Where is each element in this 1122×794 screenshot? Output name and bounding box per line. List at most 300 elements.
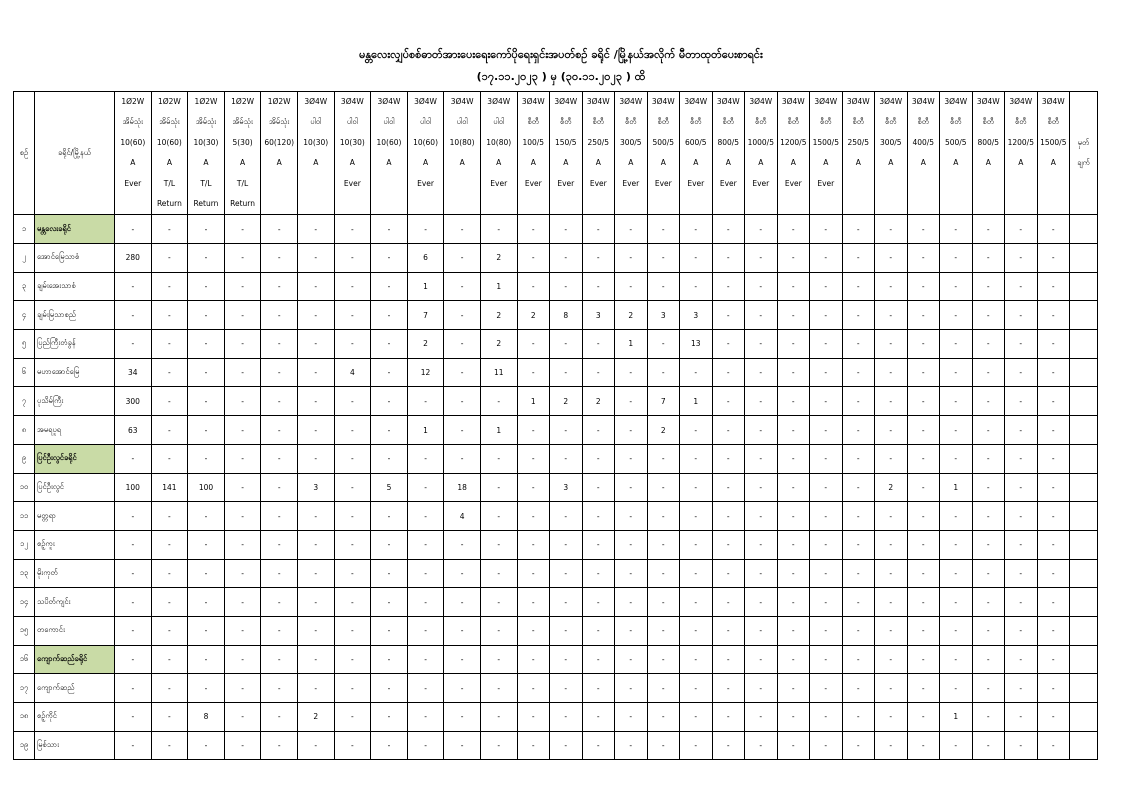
header-line: ပါဝါ [383,117,395,127]
header-line: A [276,158,282,168]
meter-count-cell: - [777,330,810,359]
meter-count-cell: - [480,616,517,645]
meter-count-cell: - [334,674,371,703]
meter-count-cell: - [224,301,261,330]
meter-count-cell: - [582,731,615,760]
header-line: အိမ်သုံး [195,117,217,127]
meter-count-cell: - [842,330,875,359]
header-line: 600/5 [684,137,707,147]
table-header-row [14,92,1098,215]
meter-count-cell: - [517,731,550,760]
meter-count-cell: - [151,444,188,473]
row-serial: ၄ [14,301,35,330]
meter-count-cell: - [972,559,1005,588]
meter-count-cell: - [810,272,843,301]
meter-count-cell: - [151,588,188,617]
meter-count-cell: - [680,272,713,301]
header-meter-type [615,92,648,215]
header-line: စီတီ [852,117,865,127]
header-line: 3Ø4W [487,97,511,106]
meter-count-cell: - [745,473,778,502]
meter-count-cell: - [810,301,843,330]
meter-count-cell: - [550,731,583,760]
meter-count-cell: 2 [517,301,550,330]
meter-count-cell: - [712,473,745,502]
remark-cell [1070,301,1098,330]
meter-count-cell: - [151,244,188,273]
header-line: စီတီ [755,117,767,127]
meter-count-cell: 4 [444,502,481,531]
meter-count-cell: - [480,387,517,416]
header-line: Return [193,198,219,208]
meter-count-cell: 2 [615,301,648,330]
meter-count-cell: - [444,272,481,301]
meter-count-cell: - [745,358,778,387]
meter-count-cell: - [777,215,810,244]
meter-count-cell: - [261,473,298,502]
meter-count-cell: - [550,530,583,559]
meter-count-cell: - [875,645,908,674]
meter-count-cell: - [1005,588,1038,617]
meter-count-cell: 1 [480,272,517,301]
meter-count-cell: - [907,358,940,387]
meter-count-cell: - [224,416,261,445]
header-line: A [660,158,666,168]
meter-count-cell: - [615,502,648,531]
meter-count-cell: - [115,731,152,760]
meter-count-cell: - [745,301,778,330]
header-line: 300/5 [619,137,642,147]
header-meter-type [188,92,225,215]
meter-count-cell: - [151,731,188,760]
meter-count-cell: - [842,444,875,473]
meter-count-cell: - [647,731,680,760]
header-line: A [790,158,796,168]
header-line: A [725,158,731,168]
header-line: A [166,158,172,168]
header-line: A [823,158,829,168]
header-line: A [888,158,894,168]
meter-count-cell: - [517,416,550,445]
meter-count-cell: - [875,444,908,473]
meter-count-cell: - [1037,272,1070,301]
header-line: စီတီ [592,117,605,127]
meter-count-cell: - [810,358,843,387]
meter-count-cell: 8 [188,703,225,732]
header-line: အိမ်သုံး [159,117,180,127]
meter-count-cell: - [615,616,648,645]
township-row [14,387,1098,416]
meter-count-cell: - [972,731,1005,760]
meter-count-cell: - [517,330,550,359]
meter-count-cell: - [444,674,481,703]
header-line [973,194,1005,214]
meter-count-cell: - [261,731,298,760]
meter-count-cell: - [407,530,444,559]
township-row [14,330,1098,359]
meter-count-cell: - [842,215,875,244]
meter-count-cell: - [334,731,371,760]
remark-cell [1070,358,1098,387]
meter-count-cell: - [842,530,875,559]
meter-count-cell: - [1005,731,1038,760]
header-line [908,174,940,194]
district-row [14,444,1098,473]
meter-count-cell: 1 [480,416,517,445]
meter-count-cell: - [1037,215,1070,244]
header-line: 500/5 [944,137,967,147]
meter-count-cell: - [550,559,583,588]
header-line [615,194,647,214]
meter-count-cell: - [745,502,778,531]
meter-count-cell: 5 [371,473,408,502]
row-serial: ၁၆ [14,645,35,674]
meter-count-cell: - [151,272,188,301]
meter-count-cell: - [647,645,680,674]
meter-count-cell: - [480,444,517,473]
meter-count-cell: - [444,444,481,473]
meter-count-cell: - [480,559,517,588]
meter-count-cell: 2 [582,387,615,416]
meter-count-cell: - [151,330,188,359]
meter-count-cell: - [777,645,810,674]
header-line [518,194,550,214]
meter-count-cell: - [745,272,778,301]
remark-cell [1070,530,1098,559]
header-line: 3Ø4W [586,97,610,106]
meter-count-cell: - [188,559,225,588]
township-row [14,674,1098,703]
meter-count-cell: - [224,215,261,244]
header-line [973,174,1005,194]
township-name: စဉ့်ကိုင် [35,703,115,732]
meter-count-cell: - [712,502,745,531]
meter-count-cell: - [875,731,908,760]
header-meter-type [224,92,261,215]
meter-count-cell: - [115,530,152,559]
meter-count-cell: - [582,616,615,645]
meter-count-cell: - [1037,674,1070,703]
meter-count-cell: - [297,588,334,617]
meter-count-cell: - [550,215,583,244]
header-line: စီတီ [982,117,995,127]
meter-count-cell: 6 [407,244,444,273]
meter-count-cell: - [224,616,261,645]
township-row [14,358,1098,387]
meter-count-cell: - [444,703,481,732]
meter-count-cell: - [224,444,261,473]
meter-count-cell: - [712,244,745,273]
header-line: 10(60) [120,137,146,147]
header-line [843,194,875,214]
meter-count-cell: - [907,502,940,531]
header-meter-type [777,92,810,215]
meter-count-cell: - [810,473,843,502]
meter-count-cell: - [1005,473,1038,502]
meter-count-cell: - [261,272,298,301]
meter-count-cell: 7 [407,301,444,330]
row-serial: ၁ [14,215,35,244]
meter-count-cell: - [224,473,261,502]
header-line [261,174,297,194]
header-line: 3Ø4W [976,97,1000,106]
meter-count-cell: - [115,215,152,244]
township-name: ပြည်ကြီးတံခွန် [35,330,115,359]
meter-count-cell: - [745,244,778,273]
header-line: 3Ø4W [879,97,903,106]
header-line: စီတီ [625,117,637,127]
meter-count-cell: - [261,330,298,359]
meter-count-cell: - [224,588,261,617]
meter-count-cell: - [777,244,810,273]
meter-count-cell: - [115,502,152,531]
meter-count-cell: - [615,215,648,244]
meter-count-cell: - [188,645,225,674]
meter-count-cell: - [810,588,843,617]
header-meter-type [480,92,517,215]
meter-count-cell: - [188,502,225,531]
meter-count-cell: 11 [480,358,517,387]
meter-count-cell: - [261,616,298,645]
header-line: 3Ø4W [911,97,935,106]
header-meter-type [517,92,550,215]
meter-count-cell: - [297,674,334,703]
meter-count-cell: - [297,301,334,330]
township-name: ချမ်းအေးသာစံ [35,272,115,301]
meter-count-cell: - [777,387,810,416]
meter-count-cell: - [1005,215,1038,244]
meter-count-cell: - [875,559,908,588]
remark-cell [1070,416,1098,445]
meter-count-cell: - [1005,301,1038,330]
meter-count-cell: - [115,703,152,732]
header-line: အိမ်သုံး [122,117,143,127]
meter-count-cell: - [875,674,908,703]
meter-count-cell: 3 [680,301,713,330]
header-line: စီတီ [560,117,572,127]
meter-count-cell: - [334,215,371,244]
meter-count-cell: - [940,272,973,301]
meter-count-cell: - [875,301,908,330]
meter-count-cell: - [517,473,550,502]
meter-count-cell: - [1037,502,1070,531]
meter-count-cell: - [261,674,298,703]
meter-count-cell: - [151,645,188,674]
meter-count-cell: - [480,215,517,244]
meter-count-cell: - [1037,530,1070,559]
meter-count-cell: - [777,703,810,732]
meter-count-cell: - [972,616,1005,645]
meter-count-cell: - [777,502,810,531]
row-serial: ၆ [14,358,35,387]
meter-count-cell: - [940,244,973,273]
header-line [875,194,907,214]
meter-count-cell: - [712,444,745,473]
meter-count-cell: - [875,616,908,645]
meter-count-cell: - [940,616,973,645]
meter-count-cell: - [745,330,778,359]
meter-count-cell: - [615,559,648,588]
meter-count-cell: - [188,387,225,416]
meter-count-cell: - [188,616,225,645]
header-line: 10(80) [449,137,475,147]
row-serial: ၉ [14,444,35,473]
meter-count-cell: - [712,215,745,244]
meter-count-cell: - [907,272,940,301]
meter-count-cell: 1 [407,416,444,445]
meter-count-cell: - [615,358,648,387]
meter-count-cell: - [444,731,481,760]
meter-count-cell: - [777,358,810,387]
meter-count-cell: - [1005,616,1038,645]
header-line [940,174,972,194]
meter-count-cell: - [550,645,583,674]
meter-count-cell: - [444,358,481,387]
header-line: 10(60) [413,137,439,147]
meter-count-cell: - [745,215,778,244]
meter-count-cell: - [224,387,261,416]
header-line: 3Ø4W [414,97,437,106]
meter-count-cell: - [444,645,481,674]
meter-count-cell: - [712,559,745,588]
meter-count-cell: - [224,731,261,760]
meter-count-cell: - [972,330,1005,359]
meter-count-cell: - [777,272,810,301]
township-name: ကျောက်ဆည် [35,674,115,703]
header-line: 5(30) [232,137,253,147]
meter-count-cell: 2 [297,703,334,732]
township-name: အမရပူရ [35,416,115,445]
meter-count-cell: - [680,444,713,473]
meter-count-cell: - [1005,244,1038,273]
meter-count-cell: - [712,387,745,416]
meter-count-cell: - [371,272,408,301]
meter-count-cell: - [712,330,745,359]
meter-count-cell: - [680,244,713,273]
header-line [371,194,407,214]
meter-count-cell: - [777,674,810,703]
header-meter-type [875,92,908,215]
meter-count-cell: - [550,244,583,273]
meter-count-cell: - [224,330,261,359]
header-line: စီတီ [820,117,832,127]
header-line: 3Ø4W [1009,97,1033,106]
meter-count-cell: - [1037,645,1070,674]
header-line: 1Ø2W [194,97,218,106]
meter-count-cell: - [550,444,583,473]
meter-count-cell: - [115,444,152,473]
township-row [14,473,1098,502]
header-line: ပါဝါ [310,117,322,127]
meter-count-cell: - [842,588,875,617]
meter-count-cell: - [842,674,875,703]
meter-count-cell: - [517,502,550,531]
meter-count-cell: - [151,358,188,387]
meter-count-cell: - [972,358,1005,387]
header-line [1038,194,1070,214]
meter-count-cell: - [842,244,875,273]
meter-count-cell: 1 [680,387,713,416]
township-row [14,731,1098,760]
header-line: Ever [557,178,575,188]
meter-count-cell: - [680,731,713,760]
header-line: ချက် [1077,158,1090,168]
meter-count-cell: - [777,731,810,760]
township-name: တကောင်း [35,616,115,645]
meter-count-cell: 2 [407,330,444,359]
meter-count-cell: - [407,473,444,502]
header-line: T/L [236,178,249,188]
meter-count-cell: - [444,387,481,416]
meter-count-cell: - [810,703,843,732]
header-name: ခရိုင်/မြို့နယ် [35,92,115,215]
meter-count-cell: - [371,674,408,703]
meter-count-cell: - [1005,645,1038,674]
meter-count-cell: - [371,731,408,760]
header-meter-type [940,92,973,215]
header-line: 3Ø4W [377,97,401,106]
header-meter-type [745,92,778,215]
meter-count-cell: - [777,444,810,473]
meter-count-cell: - [444,330,481,359]
meter-count-cell: - [810,559,843,588]
meter-count-cell: - [297,272,334,301]
meter-count-cell: - [972,272,1005,301]
header-line: A [985,158,991,168]
meter-count-cell: 3 [550,473,583,502]
meter-count-cell: - [940,330,973,359]
header-line: စီတီ [527,117,540,127]
meter-count-cell: - [972,387,1005,416]
header-line: 10(30) [339,137,365,147]
header-line: A [595,158,601,168]
meter-count-cell: - [297,244,334,273]
meter-count-cell: - [517,444,550,473]
meter-count-cell: - [334,330,371,359]
row-serial: ၁၃ [14,559,35,588]
meter-count-cell: - [517,272,550,301]
meter-count-cell: - [647,215,680,244]
meter-count-cell: - [972,703,1005,732]
row-serial: ၇ [14,387,35,416]
township-name: ပုသိမ်ကြီး [35,387,115,416]
header-line [680,194,712,214]
meter-count-cell: - [615,530,648,559]
meter-count-cell: 3 [647,301,680,330]
township-row [14,703,1098,732]
meter-count-cell: - [615,416,648,445]
report-date-range: (၁၇.၁၁.၂၀၂၃ ) မှ (၃၀.၁၁.၂၀၂၃ ) ထိ [476,70,646,83]
header-line: 3Ø4W [716,97,740,106]
meter-count-cell: - [647,559,680,588]
meter-count-cell: - [615,645,648,674]
header-line: 3Ø4W [749,97,773,106]
header-line: 1Ø2W [121,97,145,106]
meter-count-cell: - [1037,731,1070,760]
meter-count-cell: - [517,703,550,732]
meter-count-cell: - [224,530,261,559]
meter-count-cell: - [907,530,940,559]
meter-count-cell: 141 [151,473,188,502]
meter-count-cell: - [940,588,973,617]
header-line: Ever [687,178,705,188]
header-line: 10(60) [376,137,402,147]
meter-count-cell: - [407,502,444,531]
meter-count-cell: - [550,272,583,301]
meter-count-cell: - [940,387,973,416]
meter-count-cell: - [647,502,680,531]
header-meter-type [407,92,444,215]
